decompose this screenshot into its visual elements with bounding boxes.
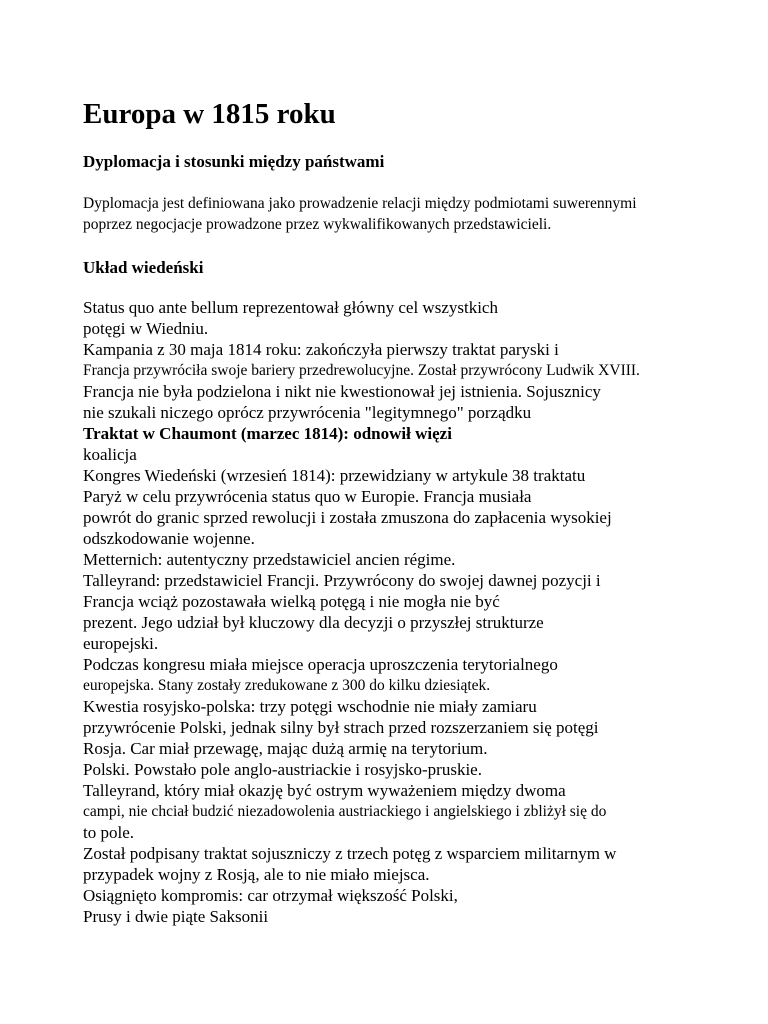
body-line: przypadek wojny z Rosją, ale to nie miało miejsca.: [83, 865, 430, 884]
body-line: przywrócenie Polski, jednak silny był strach przed rozszerzaniem się potęgi: [83, 718, 599, 737]
body-line: campi, nie chciał budzić niezadowolenia austriackiego i angielskiego i zbliżył się do: [83, 803, 607, 820]
body-line: Kwestia rosyjsko-polska: trzy potęgi wschodnie nie miały zamiaru: [83, 697, 537, 716]
intro-line: Dyplomacja jest definiowana jako prowadzenie relacji między podmiotami suwerennymi: [83, 195, 637, 212]
body-line: odszkodowanie wojenne.: [83, 529, 255, 548]
body-line: prezent. Jego udział był kluczowy dla decyzji o przyszłej strukturze: [83, 613, 544, 632]
intro-paragraph: [83, 193, 637, 235]
body-line: Status quo ante bellum reprezentował główny cel wszystkich: [83, 298, 498, 317]
body-line: koalicja: [83, 445, 137, 464]
body-text: [83, 297, 640, 927]
body-line: Paryż w celu przywrócenia status quo w Europie. Francja musiała: [83, 487, 532, 506]
body-line: Został podpisany traktat sojuszniczy z trzech potęg z wsparciem militarnym w: [83, 844, 617, 863]
body-line: Kampania z 30 maja 1814 roku: zakończyła pierwszy traktat paryski i: [83, 340, 559, 359]
body-line: Prusy i dwie piąte Saksonii: [83, 907, 269, 926]
page-title: Europa w 1815 roku: [83, 98, 336, 130]
body-line: europejski.: [83, 634, 159, 653]
body-line: Osiągnięto kompromis: car otrzymał większość Polski,: [83, 886, 458, 905]
section-heading-dyplomacja: Dyplomacja i stosunki między państwami: [83, 152, 385, 171]
body-line: Rosja. Car miał przewagę, mając dużą armię na terytorium.: [83, 739, 488, 758]
body-line: Talleyrand, który miał okazję być ostrym wyważeniem między dwoma: [83, 781, 566, 800]
body-line: powrót do granic sprzed rewolucji i została zmuszona do zapłacenia wysokiej: [83, 508, 612, 527]
body-line: Kongres Wiedeński (wrzesień 1814): przewidziany w artykule 38 traktatu: [83, 466, 586, 485]
body-line: Francja przywróciła swoje bariery przedrewolucyjne. Został przywrócony Ludwik XVIII.: [83, 362, 640, 379]
body-line: Francja nie była podzielona i nikt nie kwestionował jej istnienia. Sojusznicy: [83, 382, 601, 401]
body-line: Metternich: autentyczny przedstawiciel ancien régime.: [83, 550, 456, 569]
body-line: potęgi w Wiedniu.: [83, 319, 209, 338]
body-line: europejska. Stany zostały zredukowane z 300 do kilku dziesiątek.: [83, 677, 491, 694]
body-line: nie szukali niczego oprócz przywrócenia "legitymnego" porządku: [83, 403, 532, 422]
body-line: Francja wciąż pozostawała wielką potęgą i nie mogła nie być: [83, 592, 500, 611]
body-line: Polski. Powstało pole anglo-austriackie i rosyjsko-pruskie.: [83, 760, 482, 779]
body-line: Podczas kongresu miała miejsce operacja uproszczenia terytorialnego: [83, 655, 558, 674]
body-line-bold: Traktat w Chaumont (marzec 1814): odnowił więzi: [83, 424, 452, 443]
section-heading-uklad-wiedenski: Układ wiedeński: [83, 258, 204, 277]
body-line: Talleyrand: przedstawiciel Francji. Przywrócony do swojej dawnej pozycji i: [83, 571, 601, 590]
body-line: to pole.: [83, 823, 134, 842]
intro-line: poprzez negocjacje prowadzone przez wykwalifikowanych przedstawicieli.: [83, 216, 552, 233]
